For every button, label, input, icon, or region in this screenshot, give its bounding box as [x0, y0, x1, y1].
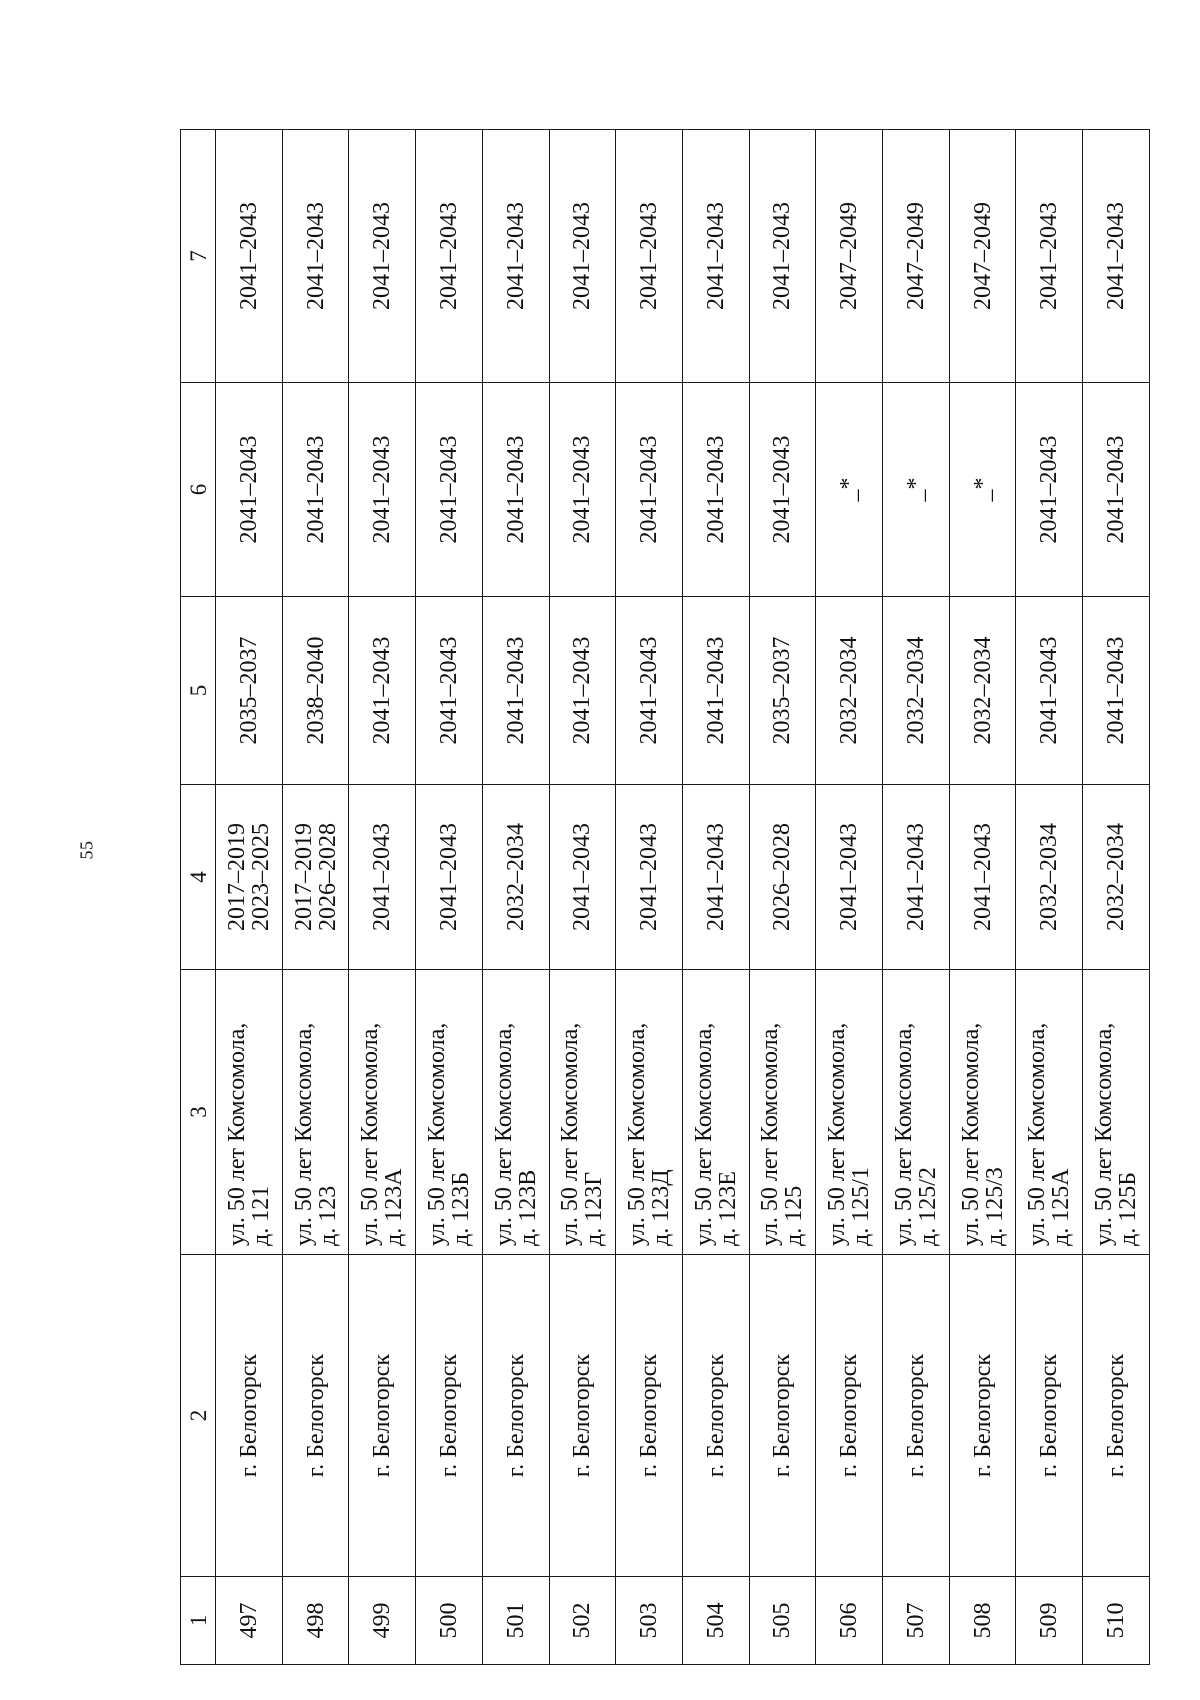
table-row	[616, 130, 683, 1665]
address-house: д. 123В	[514, 1169, 541, 1246]
period-col4-line1: 2032–2034	[502, 823, 529, 931]
period-col4-line1: 2032–2034	[1036, 823, 1063, 931]
address-street: ул. 50 лет Комсомола,	[824, 1022, 851, 1246]
city-name: г. Белогорск	[682, 1255, 749, 1577]
period-col4-line1: 2026–2028	[769, 823, 796, 931]
period-cell-col6: 2041–2043	[416, 383, 483, 597]
period-cell-col4	[216, 785, 283, 970]
period-cell-col7: 2041–2043	[1016, 130, 1083, 383]
period-col4-line1: 2041–2043	[702, 823, 729, 931]
address-cell	[816, 970, 883, 1255]
period-cell-col5: 2041–2043	[349, 597, 416, 785]
address-street: ул. 50 лет Комсомола,	[557, 1022, 584, 1246]
period-cell-col6: _*	[883, 383, 950, 597]
city-name: г. Белогорск	[1016, 1255, 1083, 1577]
address-cell	[949, 970, 1016, 1255]
address-house: д. 123А	[381, 1168, 408, 1246]
period-cell-col4	[282, 785, 349, 970]
period-cell-col4	[482, 785, 549, 970]
row-number: 502	[549, 1577, 616, 1665]
table-row	[416, 130, 483, 1665]
address-cell	[349, 970, 416, 1255]
period-col4-line1: 2041–2043	[902, 823, 929, 931]
address-street: ул. 50 лет Комсомола,	[357, 1022, 384, 1246]
page-number: 55	[76, 840, 97, 860]
period-cell-col6: 2041–2043	[1083, 383, 1150, 597]
table-row	[349, 130, 416, 1665]
address-cell	[682, 970, 749, 1255]
period-cell-col5: 2041–2043	[1016, 597, 1083, 785]
period-cell-col7: 2041–2043	[216, 130, 283, 383]
row-number: 499	[349, 1577, 416, 1665]
city-name: г. Белогорск	[216, 1255, 283, 1577]
column-header: 7	[181, 130, 216, 383]
period-cell-col4	[816, 785, 883, 970]
row-number: 505	[749, 1577, 816, 1665]
rotated-table-container	[180, 130, 1150, 1665]
row-number: 501	[482, 1577, 549, 1665]
period-cell-col5: 2041–2043	[482, 597, 549, 785]
address-house: д. 125/3	[981, 1167, 1008, 1246]
row-number: 509	[1016, 1577, 1083, 1665]
table-row	[482, 130, 549, 1665]
period-cell-col7: 2041–2043	[282, 130, 349, 383]
period-col4-line1: 2017–2019	[223, 823, 250, 931]
period-cell-col5: 2035–2037	[749, 597, 816, 785]
period-cell-col7: 2041–2043	[549, 130, 616, 383]
address-cell	[282, 970, 349, 1255]
address-street: ул. 50 лет Комсомола,	[490, 1022, 517, 1246]
period-cell-col4	[883, 785, 950, 970]
table-row	[1083, 130, 1150, 1665]
address-house: д. 123Д	[648, 1169, 675, 1246]
row-number: 500	[416, 1577, 483, 1665]
column-header: 4	[181, 785, 216, 970]
city-name: г. Белогорск	[883, 1255, 950, 1577]
period-cell-col4	[1083, 785, 1150, 970]
address-street: ул. 50 лет Комсомола,	[223, 1022, 250, 1246]
period-cell-col4	[949, 785, 1016, 970]
period-cell-col4	[1016, 785, 1083, 970]
period-cell-col5: 2041–2043	[549, 597, 616, 785]
address-street: ул. 50 лет Комсомола,	[757, 1022, 784, 1246]
address-house: д. 125/2	[914, 1167, 941, 1246]
period-cell-col6: 2041–2043	[216, 383, 283, 597]
address-street: ул. 50 лет Комсомола,	[957, 1022, 984, 1246]
table-row	[216, 130, 283, 1665]
period-cell-col5: 2032–2034	[949, 597, 1016, 785]
period-cell-col7: 2041–2043	[1083, 130, 1150, 383]
city-name: г. Белогорск	[616, 1255, 683, 1577]
period-cell-col4	[749, 785, 816, 970]
row-number: 497	[216, 1577, 283, 1665]
address-house: д. 125Б	[1115, 1172, 1142, 1246]
period-cell-col7: 2047–2049	[816, 130, 883, 383]
row-number: 507	[883, 1577, 950, 1665]
address-house: д. 123Г	[581, 1171, 608, 1246]
city-name: г. Белогорск	[482, 1255, 549, 1577]
period-cell-col6: 2041–2043	[616, 383, 683, 597]
period-col4-line1: 2041–2043	[636, 823, 663, 931]
period-col4-line1: 2041–2043	[969, 823, 996, 931]
city-name: г. Белогорск	[816, 1255, 883, 1577]
row-number: 498	[282, 1577, 349, 1665]
row-number: 510	[1083, 1577, 1150, 1665]
city-name: г. Белогорск	[549, 1255, 616, 1577]
period-cell-col7: 2047–2049	[883, 130, 950, 383]
period-cell-col6: 2041–2043	[682, 383, 749, 597]
period-cell-col5: 2041–2043	[416, 597, 483, 785]
row-number: 503	[616, 1577, 683, 1665]
table-row	[549, 130, 616, 1665]
table-row	[682, 130, 749, 1665]
period-col4-line1: 2041–2043	[569, 823, 596, 931]
table-row	[883, 130, 950, 1665]
column-header: 3	[181, 970, 216, 1255]
period-cell-col7: 2041–2043	[416, 130, 483, 383]
period-cell-col7: 2041–2043	[616, 130, 683, 383]
row-number: 508	[949, 1577, 1016, 1665]
period-cell-col7: 2041–2043	[349, 130, 416, 383]
period-cell-col7: 2041–2043	[482, 130, 549, 383]
column-header: 1	[181, 1577, 216, 1665]
period-col4-line2: 2023–2025	[247, 823, 274, 931]
address-street: ул. 50 лет Комсомола,	[423, 1022, 450, 1246]
table-row	[949, 130, 1016, 1665]
period-cell-col5: 2032–2034	[816, 597, 883, 785]
period-cell-col6: 2041–2043	[349, 383, 416, 597]
address-cell	[749, 970, 816, 1255]
period-cell-col4	[616, 785, 683, 970]
column-header: 6	[181, 383, 216, 597]
row-number: 506	[816, 1577, 883, 1665]
period-cell-col5: 2041–2043	[616, 597, 683, 785]
address-cell	[616, 970, 683, 1255]
address-cell	[482, 970, 549, 1255]
address-street: ул. 50 лет Комсомола,	[290, 1022, 317, 1246]
period-cell-col6: _*	[816, 383, 883, 597]
period-cell-col6: 2041–2043	[1016, 383, 1083, 597]
address-house: д. 125/1	[848, 1167, 875, 1246]
period-cell-col5: 2032–2034	[883, 597, 950, 785]
city-name: г. Белогорск	[749, 1255, 816, 1577]
table-row	[1016, 130, 1083, 1665]
address-cell	[883, 970, 950, 1255]
address-cell	[1083, 970, 1150, 1255]
period-cell-col6: _*	[949, 383, 1016, 597]
city-name: г. Белогорск	[1083, 1255, 1150, 1577]
period-cell-col5: 2041–2043	[682, 597, 749, 785]
period-cell-col6: 2041–2043	[549, 383, 616, 597]
column-header: 5	[181, 597, 216, 785]
table-row	[816, 130, 883, 1665]
address-street: ул. 50 лет Комсомола,	[624, 1022, 651, 1246]
period-cell-col5: 2041–2043	[1083, 597, 1150, 785]
city-name: г. Белогорск	[282, 1255, 349, 1577]
period-cell-col4	[349, 785, 416, 970]
address-cell	[549, 970, 616, 1255]
address-street: ул. 50 лет Комсомола,	[890, 1022, 917, 1246]
address-cell	[216, 970, 283, 1255]
row-number: 504	[682, 1577, 749, 1665]
period-cell-col4	[682, 785, 749, 970]
address-house: д. 123Е	[714, 1171, 741, 1246]
period-col4-line2: 2026–2028	[314, 823, 341, 931]
address-house: д. 121	[247, 1185, 274, 1246]
city-name: г. Белогорск	[949, 1255, 1016, 1577]
period-cell-col6: 2041–2043	[749, 383, 816, 597]
table-row	[749, 130, 816, 1665]
period-cell-col4	[416, 785, 483, 970]
address-street: ул. 50 лет Комсомола,	[690, 1022, 717, 1246]
period-col4-line1: 2017–2019	[290, 823, 317, 931]
period-col4-line1: 2041–2043	[369, 823, 396, 931]
address-house: д. 125	[781, 1185, 808, 1246]
address-street: ул. 50 лет Комсомола,	[1024, 1022, 1051, 1246]
address-cell	[416, 970, 483, 1255]
address-house: д. 123Б	[447, 1172, 474, 1246]
address-cell	[1016, 970, 1083, 1255]
period-cell-col7: 2041–2043	[749, 130, 816, 383]
address-house: д. 123	[314, 1185, 341, 1246]
period-cell-col7: 2041–2043	[682, 130, 749, 383]
period-cell-col7: 2047–2049	[949, 130, 1016, 383]
period-col4-line1: 2041–2043	[836, 823, 863, 931]
period-cell-col6: 2041–2043	[282, 383, 349, 597]
period-cell-col5: 2035–2037	[216, 597, 283, 785]
period-col4-line1: 2041–2043	[435, 823, 462, 931]
period-col4-line1: 2032–2034	[1103, 823, 1130, 931]
column-header: 2	[181, 1255, 216, 1577]
period-cell-col5: 2038–2040	[282, 597, 349, 785]
address-street: ул. 50 лет Комсомола,	[1091, 1022, 1118, 1246]
table-row	[282, 130, 349, 1665]
address-house: д. 125А	[1048, 1168, 1075, 1246]
city-name: г. Белогорск	[349, 1255, 416, 1577]
period-cell-col4	[549, 785, 616, 970]
schedule-table	[180, 129, 1150, 1665]
header-row	[181, 130, 216, 1665]
period-cell-col6: 2041–2043	[482, 383, 549, 597]
city-name: г. Белогорск	[416, 1255, 483, 1577]
